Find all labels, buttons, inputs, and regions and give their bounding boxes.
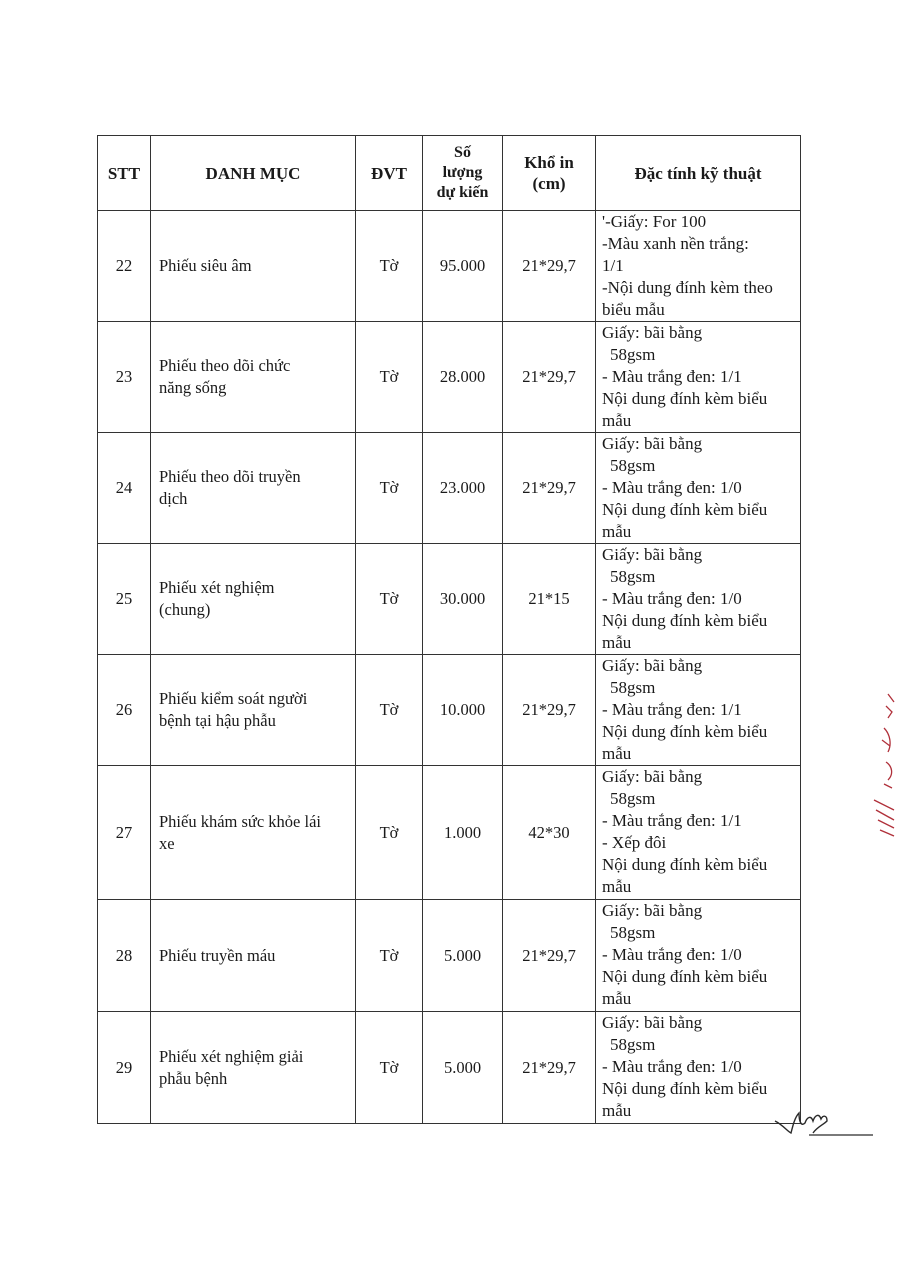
cell-spec: [596, 544, 801, 655]
spec-line: Nội dung đính kèm biểu: [602, 500, 768, 519]
cell-unit: Tờ: [356, 433, 423, 544]
header-print-size: [503, 136, 596, 211]
table-row: [98, 322, 801, 433]
cell-quantity: 30.000: [423, 544, 503, 655]
signature-mark: [765, 1103, 875, 1147]
table-row: [98, 544, 801, 655]
table-row: [98, 766, 801, 900]
cell-name: [151, 766, 356, 900]
header-quantity: [423, 136, 503, 211]
header-quantity-line: lượng: [442, 164, 483, 181]
cell-spec: [596, 766, 801, 900]
spec-line: mẫu: [602, 877, 632, 896]
spec-line: mẫu: [602, 411, 632, 430]
spec-line: - Màu trắng đen: 1/0: [602, 478, 742, 497]
cell-stt: 29: [98, 1012, 151, 1124]
spec-line: - Màu trắng đen: 1/0: [602, 945, 742, 964]
spec-line: Nội dung đính kèm biểu: [602, 611, 768, 630]
cell-unit: Tờ: [356, 211, 423, 322]
cell-unit: Tờ: [356, 1012, 423, 1124]
spec-line: mẫu: [602, 633, 632, 652]
cell-name: [151, 433, 356, 544]
spec-line: 58gsm: [610, 678, 656, 697]
cell-stt: 24: [98, 433, 151, 544]
cell-name-line: Phiếu xét nghiệm: [159, 578, 275, 597]
cell-unit: Tờ: [356, 544, 423, 655]
cell-stt: 26: [98, 655, 151, 766]
cell-unit: Tờ: [356, 655, 423, 766]
cell-stt: 27: [98, 766, 151, 900]
cell-print-size: 21*29,7: [503, 655, 596, 766]
cell-name-line: (chung): [159, 600, 211, 619]
cell-quantity: 10.000: [423, 655, 503, 766]
spec-line: Giấy: bãi bằng: [602, 434, 703, 453]
cell-name: [151, 900, 356, 1012]
cell-name-line: Phiếu kiểm soát người: [159, 689, 308, 708]
spec-line: Giấy: bãi bằng: [602, 767, 703, 786]
cell-name: [151, 655, 356, 766]
cell-spec: [596, 433, 801, 544]
header-quantity-line: dự kiến: [436, 184, 489, 201]
cell-unit: Tờ: [356, 322, 423, 433]
table-row: [98, 900, 801, 1012]
spec-line: Giấy: bãi bằng: [602, 656, 703, 675]
spec-line: -Màu xanh nền trắng:: [602, 234, 749, 253]
table-row: [98, 433, 801, 544]
header-size-line: (cm): [532, 174, 566, 193]
spec-line: Giấy: bãi bằng: [602, 901, 703, 920]
spec-line: -Nội dung đính kèm theo: [602, 278, 773, 297]
cell-name: [151, 544, 356, 655]
cell-name: [151, 322, 356, 433]
spec-line: Giấy: bãi bằng: [602, 323, 703, 342]
spec-line: - Màu trắng đen: 1/1: [602, 367, 742, 386]
cell-print-size: 21*29,7: [503, 211, 596, 322]
cell-name-line: năng sống: [159, 378, 227, 397]
spec-line: Nội dung đính kèm biểu: [602, 1079, 768, 1098]
specification-table: [97, 135, 801, 1124]
header-spec: Đặc tính kỹ thuật: [596, 136, 801, 211]
spec-line: Nội dung đính kèm biểu: [602, 855, 768, 874]
spec-line: 58gsm: [610, 1035, 656, 1054]
spec-line: Nội dung đính kèm biểu: [602, 722, 768, 741]
spec-line: mẫu: [602, 744, 632, 763]
cell-quantity: 23.000: [423, 433, 503, 544]
spec-line: - Màu trắng đen: 1/0: [602, 589, 742, 608]
cell-quantity: 1.000: [423, 766, 503, 900]
spec-line: biểu mẫu: [602, 300, 665, 319]
cell-unit: Tờ: [356, 900, 423, 1012]
cell-stt: 23: [98, 322, 151, 433]
cell-name-line: Phiếu truyền máu: [159, 945, 276, 965]
cell-spec: [596, 655, 801, 766]
spec-line: 58gsm: [610, 567, 656, 586]
margin-stamp-mark: [868, 688, 898, 848]
cell-print-size: 42*30: [503, 766, 596, 900]
cell-stt: 28: [98, 900, 151, 1012]
cell-name: [151, 1012, 356, 1124]
cell-name-line: Phiếu theo dõi truyền: [159, 467, 301, 486]
spec-line: Nội dung đính kèm biểu: [602, 389, 768, 408]
cell-quantity: 5.000: [423, 1012, 503, 1124]
spec-line: Giấy: bãi bằng: [602, 545, 703, 564]
table-row: [98, 211, 801, 322]
spec-line: mẫu: [602, 989, 632, 1008]
header-unit: ĐVT: [356, 136, 423, 211]
spec-line: - Màu trắng đen: 1/1: [602, 700, 742, 719]
cell-name: [151, 211, 356, 322]
header-name: DANH MỤC: [151, 136, 356, 211]
cell-quantity: 5.000: [423, 900, 503, 1012]
cell-spec: [596, 900, 801, 1012]
table-row: [98, 1012, 801, 1124]
spec-line: - Màu trắng đen: 1/0: [602, 1057, 742, 1076]
cell-spec: [596, 211, 801, 322]
cell-name-line: bệnh tại hậu phẫu: [159, 711, 276, 730]
header-stt: STT: [98, 136, 151, 211]
table-body: [98, 211, 801, 1124]
cell-name-line: xe: [159, 833, 175, 853]
cell-name-line: dịch: [159, 489, 188, 508]
spec-line: 58gsm: [610, 345, 656, 364]
cell-name-line: Phiếu khám sức khỏe lái: [159, 811, 321, 831]
spec-line: - Xếp đôi: [602, 833, 667, 852]
spec-line: '-Giấy: For 100: [602, 212, 707, 231]
cell-print-size: 21*29,7: [503, 322, 596, 433]
cell-name-line: Phiếu theo dõi chức: [159, 356, 291, 375]
cell-quantity: 95.000: [423, 211, 503, 322]
spec-line: 58gsm: [610, 923, 656, 942]
cell-stt: 25: [98, 544, 151, 655]
table-row: [98, 655, 801, 766]
cell-print-size: 21*29,7: [503, 900, 596, 1012]
cell-unit: Tờ: [356, 766, 423, 900]
table-header-row: [98, 136, 801, 211]
document-table-container: [97, 135, 800, 1124]
cell-spec: [596, 322, 801, 433]
cell-name-line: phẫu bệnh: [159, 1068, 228, 1088]
spec-line: 58gsm: [610, 789, 656, 808]
cell-quantity: 28.000: [423, 322, 503, 433]
cell-print-size: 21*29,7: [503, 1012, 596, 1124]
cell-print-size: 21*15: [503, 544, 596, 655]
spec-line: mẫu: [602, 522, 632, 541]
spec-line: 58gsm: [610, 456, 656, 475]
cell-name-line: Phiếu siêu âm: [159, 256, 252, 275]
spec-line: Giấy: bãi bằng: [602, 1013, 703, 1032]
cell-name-line: Phiếu xét nghiệm giải: [159, 1046, 304, 1066]
spec-line: - Màu trắng đen: 1/1: [602, 811, 742, 830]
header-size-line: Khổ in: [524, 153, 574, 172]
cell-print-size: 21*29,7: [503, 433, 596, 544]
spec-line: 1/1: [602, 256, 624, 275]
header-quantity-line: Số: [454, 144, 471, 161]
spec-line: mẫu: [602, 1101, 632, 1120]
spec-line: Nội dung đính kèm biểu: [602, 967, 768, 986]
cell-stt: 22: [98, 211, 151, 322]
